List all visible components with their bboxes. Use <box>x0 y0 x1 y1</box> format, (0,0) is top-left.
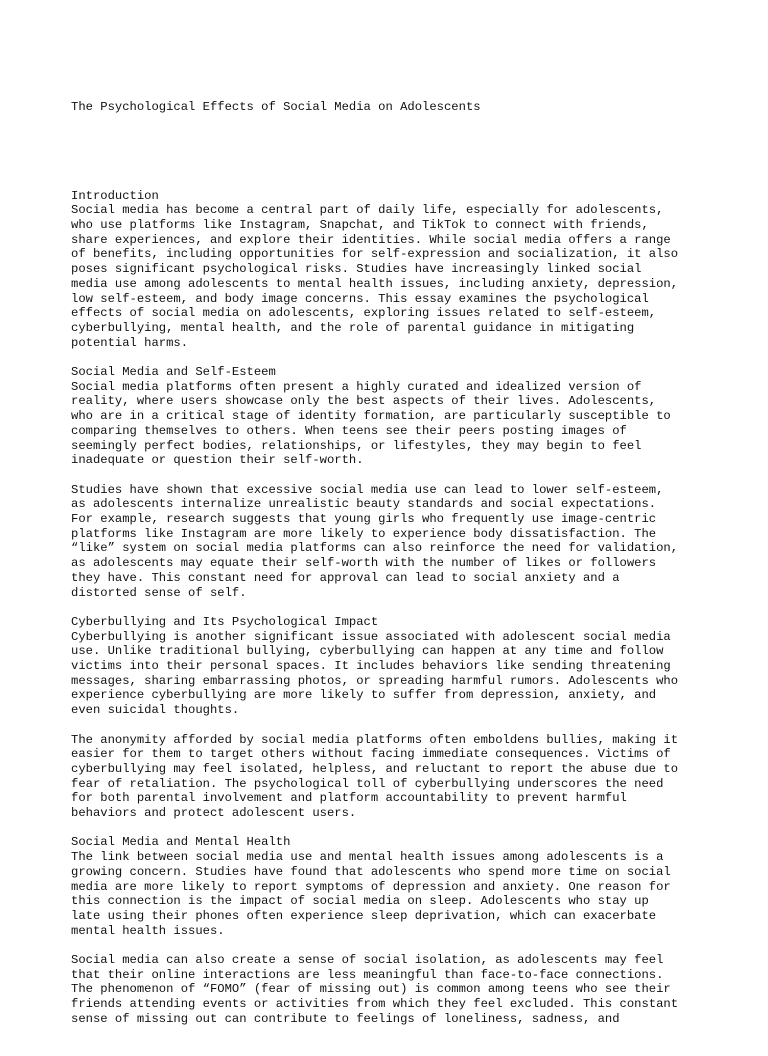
paragraph <box>71 850 711 938</box>
text-line: growing concern. Studies have found that adolescents who spend more time on social <box>71 864 671 879</box>
paragraph <box>71 630 711 718</box>
section-heading: Cyberbullying and Its Psychological Impact <box>71 614 379 629</box>
paragraph <box>71 483 711 601</box>
text-line: The anonymity afforded by social media platforms often emboldens bullies, making it <box>71 732 679 747</box>
paragraph <box>71 380 711 468</box>
text-line: this connection is the impact of social media on sleep. Adolescents who stay up <box>71 894 649 909</box>
paragraph <box>71 203 711 350</box>
text-line: victims into their personal spaces. It includes behaviors like sending threatening <box>71 659 671 674</box>
text-line: mental health issues. <box>71 923 225 938</box>
text-line: of benefits, including opportunities for self-expression and socialization, it also <box>71 247 679 262</box>
text-line: Social media can also create a sense of social isolation, as adolescents may feel <box>71 953 664 968</box>
text-line: who use platforms like Instagram, Snapchat, and TikTok to connect with friends, <box>71 218 649 233</box>
text-line: cyberbullying, mental health, and the role of parental guidance in mitigating <box>71 320 635 335</box>
text-line: that their online interactions are less meaningful than face-to-face connections. <box>71 967 664 982</box>
text-line: messages, sharing embarrassing photos, or spreading harmful rumors. Adolescents who <box>71 673 679 688</box>
section-heading: Social Media and Self-Esteem <box>71 365 276 380</box>
section-heading: Social Media and Mental Health <box>71 835 291 850</box>
text-line: easier for them to target others without facing immediate consequences. Victims of <box>71 747 671 762</box>
sections-container <box>71 189 711 1027</box>
paragraph <box>71 953 711 1027</box>
text-line: platforms like Instagram are more likely to experience body dissatisfaction. The <box>71 526 657 541</box>
text-line: For example, research suggests that young girls who frequently use image-centric <box>71 512 657 527</box>
text-line: media are more likely to report symptoms of depression and anxiety. One reason for <box>71 879 671 894</box>
text-line: low self-esteem, and body image concerns. This essay examines the psychological <box>71 291 649 306</box>
text-line: share experiences, and explore their identities. While social media offers a range <box>71 232 671 247</box>
text-line: they have. This constant need for approval can lead to social anxiety and a <box>71 570 620 585</box>
text-line: reality, where users showcase only the best aspects of their lives. Adolescents, <box>71 394 657 409</box>
paragraph <box>71 733 711 821</box>
text-line: even suicidal thoughts. <box>71 703 240 718</box>
text-line: “like” system on social media platforms can also reinforce the need for validation, <box>71 541 679 556</box>
text-line: for both parental involvement and platform accountability to prevent harmful <box>71 791 627 806</box>
text-line: late using their phones often experience sleep deprivation, which can exacerbate <box>71 908 657 923</box>
paragraph-spacer <box>71 718 711 733</box>
text-line: The phenomenon of “FOMO” (fear of missing out) is common among teens who see their <box>71 982 671 997</box>
text-line: sense of missing out can contribute to feelings of loneliness, sadness, and <box>71 1011 620 1026</box>
text-line: The link between social media use and mental health issues among adolescents is a <box>71 850 664 865</box>
text-line: Cyberbullying is another significant issue associated with adolescent social media <box>71 629 671 644</box>
text-line: as adolescents may equate their self-worth with the number of likes or followers <box>71 556 657 571</box>
text-line: behaviors and protect adolescent users. <box>71 806 357 821</box>
text-line: inadequate or question their self-worth. <box>71 453 364 468</box>
paragraph-spacer <box>71 468 711 483</box>
text-line: Studies have shown that excessive social media use can lead to lower self-esteem, <box>71 482 664 497</box>
text-line: who are in a critical stage of identity formation, are particularly susceptible to <box>71 409 671 424</box>
text-line: as adolescents internalize unrealistic beauty standards and social expectations. <box>71 497 657 512</box>
text-line: Social media has become a central part of daily life, especially for adolescents, <box>71 203 664 218</box>
text-line: friends attending events or activities from which they feel excluded. This constant <box>71 997 679 1012</box>
section-spacer <box>71 350 711 365</box>
text-line: poses significant psychological risks. Studies have increasingly linked social <box>71 262 642 277</box>
text-line: use. Unlike traditional bullying, cyberbullying can happen at any time and follow <box>71 644 664 659</box>
text-line: cyberbullying may feel isolated, helpless, and reluctant to report the abuse due to <box>71 761 679 776</box>
document-body <box>71 71 711 1056</box>
text-line: seemingly perfect bodies, relationships, or lifestyles, they may begin to feel <box>71 438 642 453</box>
section-spacer <box>71 600 711 615</box>
text-line: media use among adolescents to mental health issues, including anxiety, depression, <box>71 276 679 291</box>
paragraph-spacer <box>71 938 711 953</box>
text-line: Social media platforms often present a highly curated and idealized version of <box>71 379 642 394</box>
text-line: effects of social media on adolescents, exploring issues related to self-esteem, <box>71 306 657 321</box>
section-heading: Introduction <box>71 188 159 203</box>
text-line: distorted sense of self. <box>71 585 247 600</box>
text-line: potential harms. <box>71 335 189 350</box>
text-line: fear of retaliation. The psychological toll of cyberbullying underscores the need <box>71 776 664 791</box>
section-spacer <box>71 821 711 836</box>
text-line: experience cyberbullying are more likely to suffer from depression, anxiety, and <box>71 688 657 703</box>
spacer <box>71 145 711 160</box>
text-line: comparing themselves to others. When teens see their peers posting images of <box>71 423 627 438</box>
document-title: The Psychological Effects of Social Media on Adolescents <box>71 100 481 115</box>
